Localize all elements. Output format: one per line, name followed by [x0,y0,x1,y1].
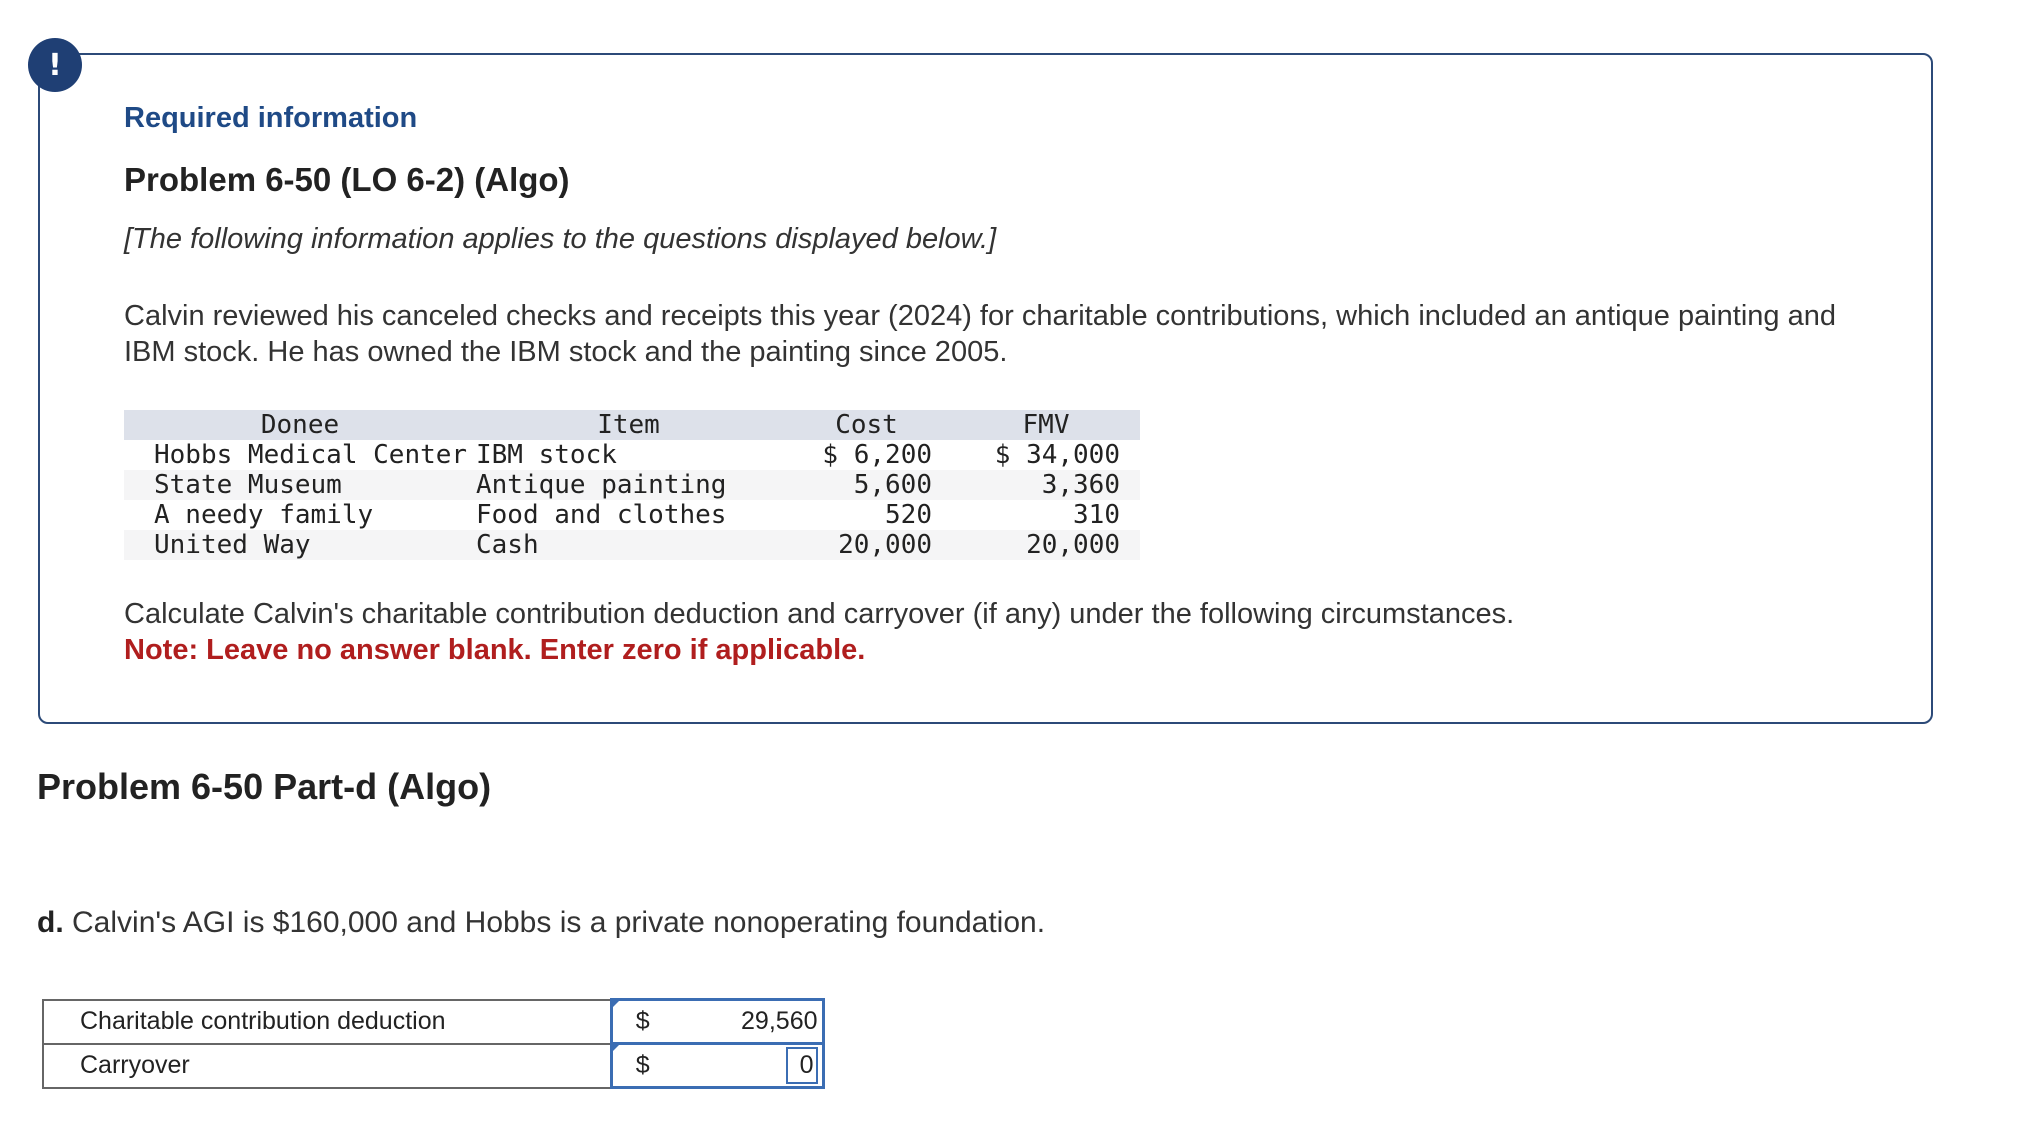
question-letter: d. [37,906,64,939]
problem-title: Problem 6-50 (LO 6-2) (Algo) [124,161,570,198]
cost-cell: 5,600 [781,470,952,500]
table-row [124,500,1140,530]
exclamation-icon: ! [28,38,82,92]
currency-symbol: $ [611,1000,673,1044]
table-row [124,470,1140,500]
header-item: Item [476,410,781,440]
scenario-text: Calvin reviewed his canceled checks and receipts this year (2024) for charitable contributions, which included an antique painting and IBM stock. He has owned the IBM stock and the painting since 2005. [124,300,1836,368]
answer-label: Carryover [43,1044,611,1088]
donee-cell: A needy family [124,500,476,530]
answer-row-carryover [43,1044,823,1088]
header-cost: Cost [781,410,952,440]
calculation-instruction: Calculate Calvin's charitable contribution deduction and carryover (if any) under the following circumstances. [124,598,1515,630]
note-warning: Note: Leave no answer blank. Enter zero if applicable. [124,634,866,666]
carryover-value[interactable]: 0 [786,1047,818,1084]
fmv-cell: $ 34,000 [952,440,1140,470]
item-cell: IBM stock [476,440,781,470]
item-cell: Food and clothes [476,500,781,530]
contributions-table [124,410,1140,560]
answer-marker-icon [610,1042,622,1054]
table-row [124,440,1140,470]
deduction-value[interactable]: 29,560 [741,1007,818,1035]
carryover-input[interactable] [673,1044,823,1088]
cost-cell: $ 6,200 [781,440,952,470]
item-cell: Cash [476,530,781,560]
item-cell: Antique painting [476,470,781,500]
fmv-cell: 20,000 [952,530,1140,560]
donee-cell: Hobbs Medical Center [124,440,476,470]
fmv-cell: 310 [952,500,1140,530]
part-title: Problem 6-50 Part-d (Algo) [37,766,492,807]
answer-table [42,998,825,1089]
question-d [37,906,1045,940]
header-fmv: FMV [952,410,1140,440]
cost-cell: 520 [781,500,952,530]
fmv-cell: 3,360 [952,470,1140,500]
answer-marker-icon [610,998,622,1010]
question-body: Calvin's AGI is $160,000 and Hobbs is a private nonoperating foundation. [72,906,1046,939]
answer-row-deduction [43,1000,823,1044]
deduction-input[interactable] [673,1000,823,1044]
currency-symbol: $ [611,1044,673,1088]
table-header-row [124,410,1140,440]
donee-cell: State Museum [124,470,476,500]
donee-cell: United Way [124,530,476,560]
intro-note: [The following information applies to the questions displayed below.] [124,223,997,255]
table-row [124,530,1140,560]
required-information-heading: Required information [124,102,418,134]
header-donee: Donee [124,410,476,440]
cost-cell: 20,000 [781,530,952,560]
answer-label: Charitable contribution deduction [43,1000,611,1044]
